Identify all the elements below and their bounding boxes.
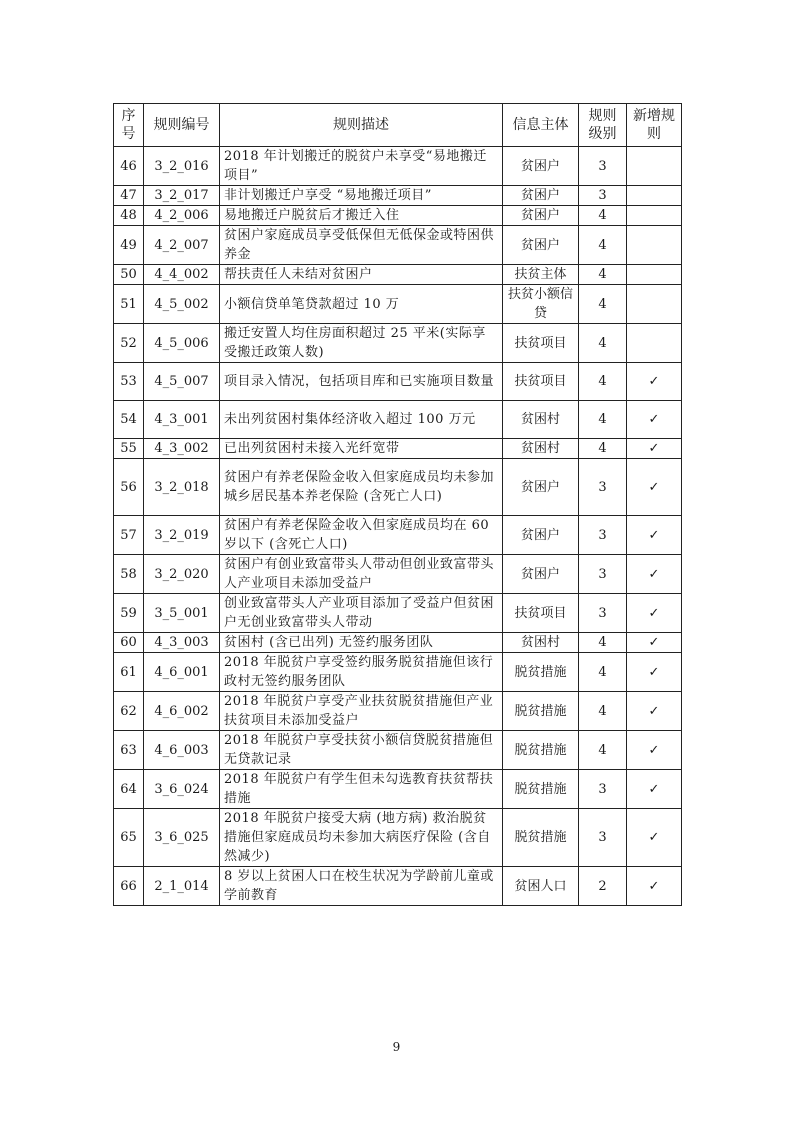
cell-subject: 贫困户 <box>503 226 579 265</box>
cell-desc: 2018 年计划搬迁的脱贫户未享受“易地搬迁项目” <box>220 147 503 186</box>
cell-code: 2_1_014 <box>144 867 220 906</box>
cell-level: 4 <box>579 285 627 324</box>
cell-code: 3_2_017 <box>144 186 220 206</box>
cell-new: ✓ <box>627 731 682 770</box>
cell-code: 4_6_002 <box>144 692 220 731</box>
cell-desc: 小额信贷单笔贷款超过 10 万 <box>220 285 503 324</box>
cell-new <box>627 324 682 363</box>
cell-subject: 扶贫主体 <box>503 265 579 285</box>
cell-desc: 贫困村 (含已出列) 无签约服务团队 <box>220 633 503 653</box>
cell-new: ✓ <box>627 439 682 459</box>
cell-level: 3 <box>579 147 627 186</box>
cell-code: 3_2_018 <box>144 459 220 516</box>
cell-new: ✓ <box>627 653 682 692</box>
header-desc: 规则描述 <box>220 104 503 147</box>
table-row <box>114 731 682 770</box>
cell-new: ✓ <box>627 633 682 653</box>
cell-seq: 64 <box>114 770 144 809</box>
table-row <box>114 147 682 186</box>
cell-subject: 脱贫措施 <box>503 731 579 770</box>
table-row <box>114 439 682 459</box>
table-row <box>114 516 682 555</box>
table-row <box>114 401 682 439</box>
cell-level: 3 <box>579 809 627 867</box>
cell-level: 3 <box>579 555 627 594</box>
cell-subject: 扶贫小额信贷 <box>503 285 579 324</box>
cell-subject: 贫困户 <box>503 516 579 555</box>
cell-code: 3_2_019 <box>144 516 220 555</box>
cell-seq: 62 <box>114 692 144 731</box>
table-row <box>114 867 682 906</box>
cell-new <box>627 147 682 186</box>
cell-seq: 59 <box>114 594 144 633</box>
cell-new: ✓ <box>627 363 682 401</box>
cell-code: 4_6_001 <box>144 653 220 692</box>
table-row <box>114 226 682 265</box>
cell-new: ✓ <box>627 809 682 867</box>
cell-seq: 46 <box>114 147 144 186</box>
cell-code: 4_4_002 <box>144 265 220 285</box>
table-header-row <box>114 104 682 147</box>
cell-subject: 贫困人口 <box>503 867 579 906</box>
cell-seq: 65 <box>114 809 144 867</box>
cell-desc: 已出列贫困村未接入光纤宽带 <box>220 439 503 459</box>
cell-level: 4 <box>579 633 627 653</box>
cell-desc: 贫困户有创业致富带头人带动但创业致富带头人产业项目未添加受益户 <box>220 555 503 594</box>
cell-code: 4_2_006 <box>144 206 220 226</box>
cell-new <box>627 186 682 206</box>
cell-level: 4 <box>579 401 627 439</box>
cell-subject: 扶贫项目 <box>503 594 579 633</box>
cell-subject: 贫困户 <box>503 206 579 226</box>
cell-level: 4 <box>579 206 627 226</box>
table-row <box>114 459 682 516</box>
cell-new <box>627 226 682 265</box>
cell-new: ✓ <box>627 867 682 906</box>
cell-subject: 贫困村 <box>503 401 579 439</box>
cell-level: 3 <box>579 186 627 206</box>
cell-level: 3 <box>579 594 627 633</box>
cell-seq: 57 <box>114 516 144 555</box>
cell-level: 3 <box>579 770 627 809</box>
cell-desc: 帮扶责任人未结对贫困户 <box>220 265 503 285</box>
cell-desc: 创业致富带头人产业项目添加了受益户但贫困户无创业致富带头人带动 <box>220 594 503 633</box>
cell-code: 4_5_002 <box>144 285 220 324</box>
cell-desc: 2018 年脱贫户接受大病 (地方病) 救治脱贫措施但家庭成员均未参加大病医疗保险 (含自然减少) <box>220 809 503 867</box>
cell-seq: 48 <box>114 206 144 226</box>
cell-seq: 56 <box>114 459 144 516</box>
header-level: 规则级别 <box>579 104 627 147</box>
cell-new <box>627 206 682 226</box>
cell-seq: 52 <box>114 324 144 363</box>
cell-code: 4_3_003 <box>144 633 220 653</box>
cell-subject: 脱贫措施 <box>503 770 579 809</box>
cell-subject: 脱贫措施 <box>503 809 579 867</box>
cell-desc: 搬迁安置人均住房面积超过 25 平米(实际享受搬迁政策人数) <box>220 324 503 363</box>
header-code: 规则编号 <box>144 104 220 147</box>
cell-desc: 贫困户有养老保险金收入但家庭成员均未参加城乡居民基本养老保险 (含死亡人口) <box>220 459 503 516</box>
page-number: 9 <box>392 1040 401 1054</box>
cell-level: 4 <box>579 731 627 770</box>
cell-desc: 2018 年脱贫户享受产业扶贫脱贫措施但产业扶贫项目未添加受益户 <box>220 692 503 731</box>
cell-seq: 50 <box>114 265 144 285</box>
table-row <box>114 653 682 692</box>
header-subject: 信息主体 <box>503 104 579 147</box>
cell-new <box>627 285 682 324</box>
cell-level: 4 <box>579 692 627 731</box>
cell-code: 3_6_024 <box>144 770 220 809</box>
cell-subject: 贫困户 <box>503 555 579 594</box>
cell-level: 4 <box>579 226 627 265</box>
cell-desc: 2018 年脱贫户享受签约服务脱贫措施但该行政村无签约服务团队 <box>220 653 503 692</box>
cell-subject: 脱贫措施 <box>503 653 579 692</box>
cell-new: ✓ <box>627 459 682 516</box>
cell-subject: 贫困户 <box>503 147 579 186</box>
cell-code: 3_2_020 <box>144 555 220 594</box>
cell-desc: 2018 年脱贫户享受扶贫小额信贷脱贫措施但无贷款记录 <box>220 731 503 770</box>
table-row <box>114 186 682 206</box>
table-row <box>114 363 682 401</box>
table-row <box>114 770 682 809</box>
cell-code: 4_6_003 <box>144 731 220 770</box>
cell-code: 3_5_001 <box>144 594 220 633</box>
cell-seq: 55 <box>114 439 144 459</box>
cell-desc: 贫困户家庭成员享受低保但无低保金或特困供养金 <box>220 226 503 265</box>
cell-level: 4 <box>579 439 627 459</box>
cell-subject: 扶贫项目 <box>503 363 579 401</box>
rules-table <box>113 103 682 906</box>
cell-code: 4_5_007 <box>144 363 220 401</box>
cell-seq: 61 <box>114 653 144 692</box>
cell-subject: 贫困村 <box>503 633 579 653</box>
cell-code: 3_2_016 <box>144 147 220 186</box>
cell-desc: 贫困户有养老保险金收入但家庭成员均在 60 岁以下 (含死亡人口) <box>220 516 503 555</box>
cell-seq: 51 <box>114 285 144 324</box>
cell-seq: 66 <box>114 867 144 906</box>
cell-code: 4_3_001 <box>144 401 220 439</box>
cell-seq: 49 <box>114 226 144 265</box>
cell-code: 4_2_007 <box>144 226 220 265</box>
cell-seq: 60 <box>114 633 144 653</box>
cell-desc: 未出列贫困村集体经济收入超过 100 万元 <box>220 401 503 439</box>
table-row <box>114 692 682 731</box>
cell-subject: 脱贫措施 <box>503 692 579 731</box>
cell-new <box>627 265 682 285</box>
cell-new: ✓ <box>627 401 682 439</box>
header-seq: 序号 <box>114 104 144 147</box>
cell-seq: 58 <box>114 555 144 594</box>
table-row <box>114 809 682 867</box>
cell-code: 4_5_006 <box>144 324 220 363</box>
cell-level: 3 <box>579 459 627 516</box>
cell-subject: 贫困户 <box>503 186 579 206</box>
table-row <box>114 206 682 226</box>
cell-level: 4 <box>579 363 627 401</box>
table-row <box>114 285 682 324</box>
cell-desc: 易地搬迁户脱贫后才搬迁入住 <box>220 206 503 226</box>
cell-level: 4 <box>579 653 627 692</box>
header-new: 新增规则 <box>627 104 682 147</box>
cell-new: ✓ <box>627 594 682 633</box>
cell-level: 4 <box>579 265 627 285</box>
table-row <box>114 633 682 653</box>
cell-level: 3 <box>579 516 627 555</box>
table-row <box>114 324 682 363</box>
cell-subject: 扶贫项目 <box>503 324 579 363</box>
table-row <box>114 555 682 594</box>
cell-seq: 47 <box>114 186 144 206</box>
cell-level: 4 <box>579 324 627 363</box>
cell-code: 4_3_002 <box>144 439 220 459</box>
table-row <box>114 594 682 633</box>
cell-seq: 54 <box>114 401 144 439</box>
cell-new: ✓ <box>627 692 682 731</box>
cell-desc: 非计划搬迁户享受 “易地搬迁项目” <box>220 186 503 206</box>
cell-code: 3_6_025 <box>144 809 220 867</box>
cell-desc: 8 岁以上贫困人口在校生状况为学龄前儿童或学前教育 <box>220 867 503 906</box>
cell-desc: 2018 年脱贫户有学生但未勾选教育扶贫帮扶措施 <box>220 770 503 809</box>
cell-subject: 贫困村 <box>503 439 579 459</box>
cell-seq: 53 <box>114 363 144 401</box>
cell-desc: 项目录入情况，包括项目库和已实施项目数量 <box>220 363 503 401</box>
cell-new: ✓ <box>627 770 682 809</box>
cell-new: ✓ <box>627 555 682 594</box>
cell-level: 2 <box>579 867 627 906</box>
cell-new: ✓ <box>627 516 682 555</box>
table-row <box>114 265 682 285</box>
cell-seq: 63 <box>114 731 144 770</box>
cell-subject: 贫困户 <box>503 459 579 516</box>
